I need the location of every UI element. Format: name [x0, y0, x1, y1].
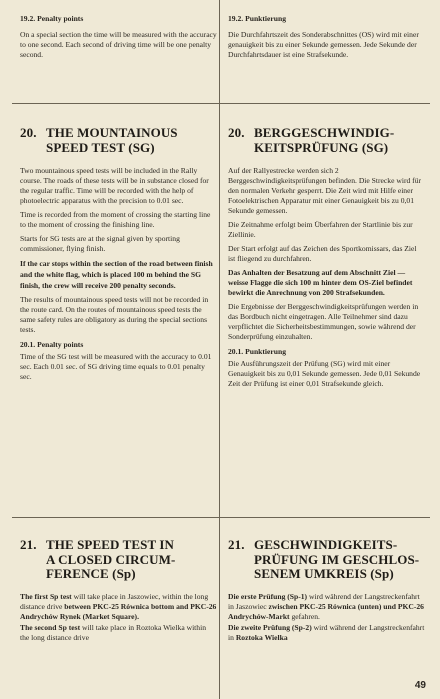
section-21-body-en — [20, 592, 217, 643]
paragraph: On a special section the time will be measured with the accuracy to one second. Each second of driving time will be one penalty second. — [20, 30, 217, 59]
section-20-heading-en: 20. THE MOUNTAINOUS SPEED TEST (SG) — [20, 125, 178, 155]
section-21-body-de — [228, 592, 425, 643]
section-20-body-de — [228, 166, 425, 389]
section-divider-21 — [12, 517, 430, 518]
paragraph: Time is recorded from the moment of crossing the starting line to the moment of crossing the finishing line. — [20, 210, 211, 229]
section-divider-20 — [12, 103, 430, 104]
section-20-heading-de: 20. BERGGESCHWINDIG- KEITSPRÜFUNG (SG) — [228, 125, 395, 155]
paragraph: Das Anhalten der Besatzung auf dem Abschnitt Ziel — weisse Flagge die sich 100 m hinter dem OS-Ziel befindet bewirkt die Anrechnung von 200 Strafsekunden. — [228, 268, 413, 297]
section-20-body-en — [20, 166, 217, 382]
paragraph: Die Zeitnahme erfolgt beim Überfahren der Startlinie bis zur Ziellinie. — [228, 220, 413, 239]
section-19-2-en — [20, 14, 217, 60]
column-divider — [219, 0, 220, 699]
subheading: 20.1. Penalty points — [20, 340, 84, 349]
subheading: 19.2. Punktierung — [228, 14, 287, 23]
paragraph: Die Ausführungszeit der Prüfung (SG) wird mit einer Genauigkeit bis zu 0,01 Sekunde gemessen. Jede 0,01 Sekunde Zeit der Prüfung ist einer 0,01 Strafsekunde gleich. — [228, 359, 421, 388]
section-19-2-de — [228, 14, 425, 60]
paragraph: If the car stops within the section of the road between finish and the white flag, which is placed 100 m behind the SG finish, the crew will receive 200 penalty seconds. — [20, 259, 213, 290]
subheading: 19.2. Penalty points — [20, 14, 84, 23]
paragraph: The results of mountainous speed tests will not be recorded in the route card. On the routes of mountainous speed tests the same safety rules are obligatory as during the special sections tests. — [20, 295, 209, 334]
paragraph: Starts for SG tests are at the signal given by sporting commissioner, flying finish. — [20, 234, 180, 253]
paragraph: Der Start erfolgt auf das Zeichen des Sportkomissars, das Ziel ist fliegend zu durchfahren. — [228, 244, 417, 263]
paragraph: Two mountainous speed tests will be included in the Rally course. The roads of these tests will be in substance closed for the regular traffic. Time will be recorded with the help of photoelectric apparatus with the precision to 0.01 sec. — [20, 166, 209, 205]
page-number: 49 — [414, 680, 426, 691]
paragraph: The first Sp test will take place in Jaszowiec, within the long distance drive between PKC-25 Równica bottom and PKC-26 Andrychów Rynek (Market Square). — [20, 592, 217, 621]
paragraph: Die Ergebnisse der Berggeschwindigkeitsprüfungen werden in das Bordbuch nicht eingetragen. Alle Teilnehmer sind dazu verpflichtet die Sicherheitsbestimmungen, sowie während der Sonderprüfung einzuhalten. — [228, 302, 419, 341]
paragraph: Auf der Rallyestrecke werden sich 2 Berggeschwindigkeitsprüfungen befinden. Die Strecke wird für den normalen Verkehr gesperrt. Die Zeit wird mit Hilfe einer Fotoelektrischen Apparatur mit einer Genauigkeit bis zu 0,01 Sekunde gemessen. — [228, 166, 422, 215]
section-21-heading-de: 21. GESCHWINDIGKEITS- PRÜFUNG IM GESCHLOS- SENEM UMKREIS (Sp) — [228, 537, 420, 581]
paragraph: Time of the SG test will be measured with the accuracy to 0.01 sec. Each 0.01 sec. of SG driving time equals to 0.01 penalty sec. — [20, 352, 212, 381]
subheading: 20.1. Punktierung — [228, 347, 287, 356]
section-21-heading-en: 21. THE SPEED TEST IN A CLOSED CIRCUM- FERENCE (Sp) — [20, 537, 176, 581]
paragraph: The second Sp test will take place in Roztoka Wielka within the long distance drive — [20, 623, 206, 642]
paragraph: Die Durchfahrtszeit des Sonderabschnittes (OS) wird mit einer genauigkeit bis zu einer Sekunde gemessen. Jede Sekunde der Durchfahrtsdauer ist eine Strafsekunde. — [228, 30, 419, 59]
paragraph: Die erste Prüfung (Sp-1) wird während der Langstreckenfahrt in Jaszowiec zwischen PKC-25 Równica (unten) und PKC-26 Andrychów-Markt gefahren. — [228, 592, 424, 621]
paragraph: Die zweite Prüfung (Sp-2) wird während der Langstreckenfahrt in Roztoka Wielka — [228, 623, 425, 642]
